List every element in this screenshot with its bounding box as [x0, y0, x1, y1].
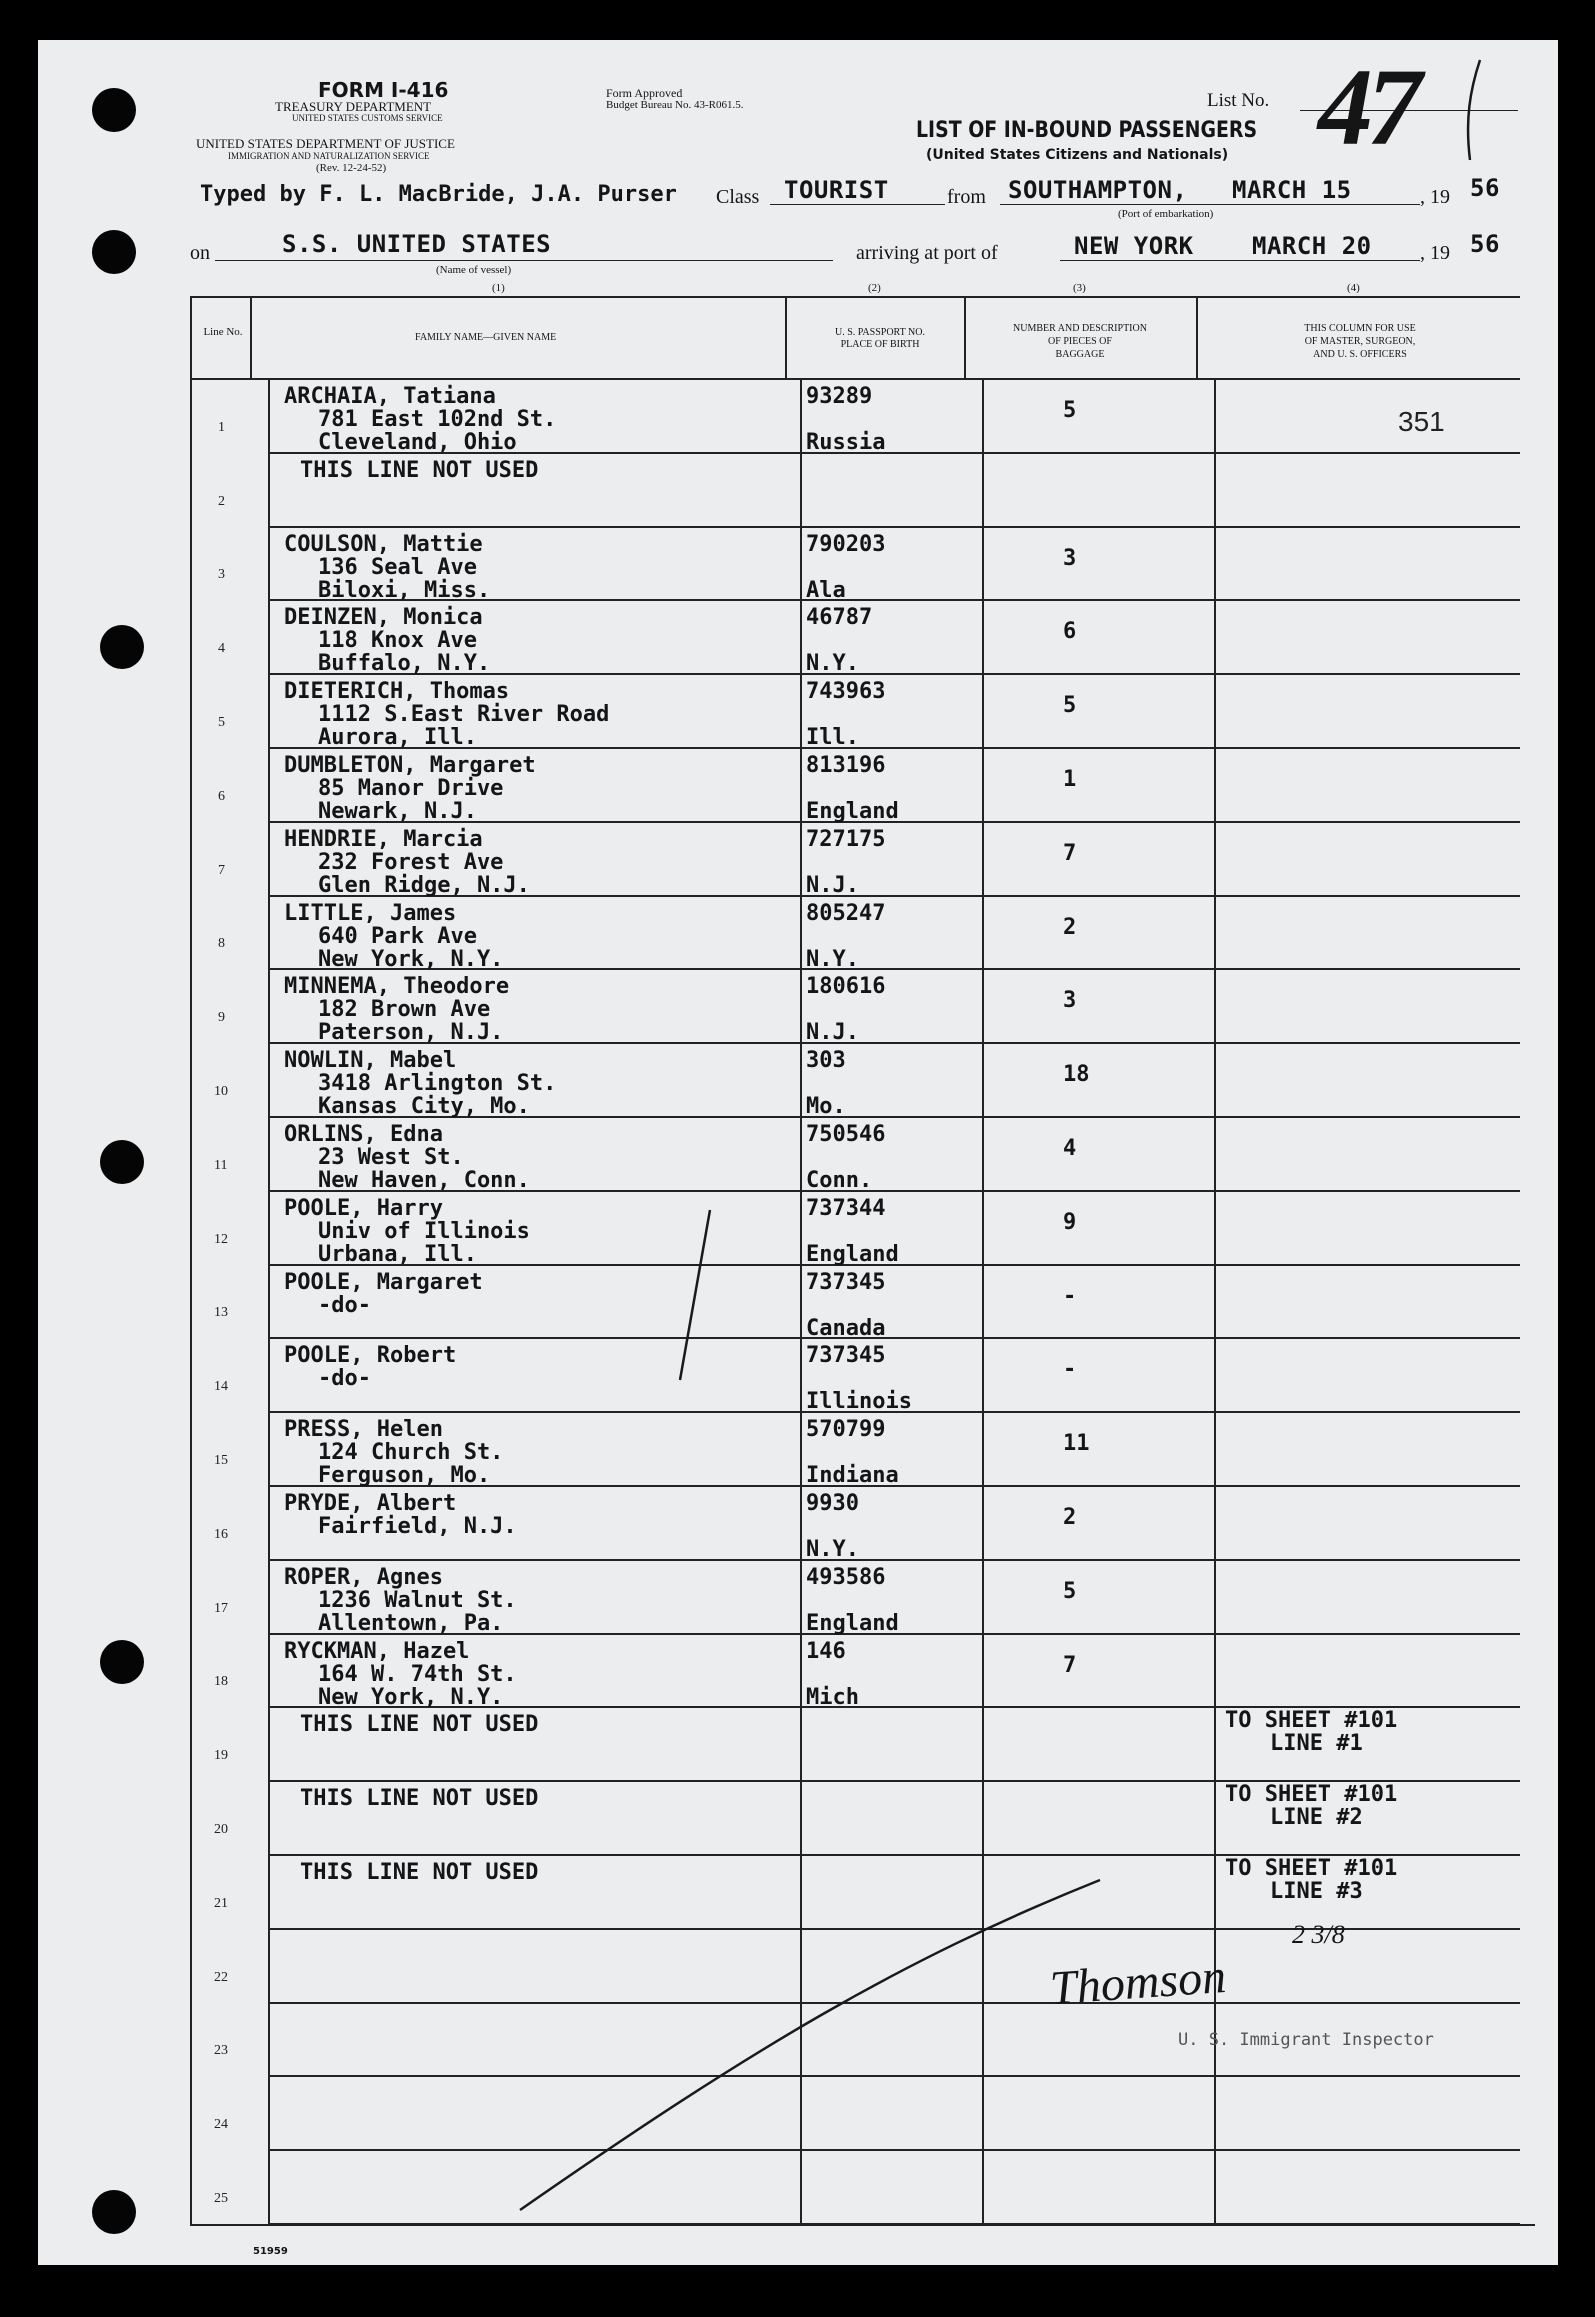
col-num-4: (4) [1347, 282, 1360, 294]
passenger-name: LITTLE, James [284, 901, 457, 926]
row-line-number: 17 [214, 1601, 228, 1616]
row-line-number: 18 [214, 1674, 228, 1689]
row-line-number: 24 [214, 2117, 228, 2132]
baggage-count: 18 [1063, 1062, 1090, 1087]
passenger-name: ORLINS, Edna [284, 1122, 443, 1147]
place-of-birth: England [806, 1242, 899, 1267]
document-subtitle: (United States Citizens and Nationals) [926, 147, 1229, 163]
passenger-name: POOLE, Harry [284, 1196, 443, 1221]
baggage-count: 7 [1063, 841, 1077, 866]
passenger-name: NOWLIN, Mabel [284, 1048, 457, 1073]
passport-number: 737344 [806, 1196, 886, 1221]
passenger-name: POOLE, Robert [284, 1343, 457, 1368]
passenger-address-line2: Glen Ridge, N.J. [318, 873, 530, 898]
revision: (Rev. 12-24-52) [316, 162, 387, 174]
baggage-count: 5 [1063, 1579, 1077, 1604]
place-of-birth: England [806, 1611, 899, 1636]
passenger-address-line2: Paterson, N.J. [318, 1020, 504, 1045]
officer-note: 351 [1398, 406, 1445, 437]
passport-number: 727175 [806, 827, 886, 852]
baggage-count: 2 [1063, 915, 1077, 940]
row-line-number: 7 [218, 863, 225, 878]
place-of-birth: England [806, 799, 899, 824]
baggage-header-2: OF PIECES OF [1048, 336, 1112, 347]
place-of-birth: Russia [806, 430, 886, 455]
baggage-count: 4 [1063, 1136, 1077, 1161]
row-line-number: 25 [214, 2191, 228, 2206]
inspector-title: U. S. Immigrant Inspector [1178, 2030, 1434, 2050]
passenger-address-line1: 85 Manor Drive [318, 776, 504, 801]
row-line-number: 8 [218, 936, 225, 951]
place-of-birth: N.J. [806, 873, 859, 898]
passport-number: 743963 [806, 679, 886, 704]
form-code: 51959 [253, 2246, 288, 2257]
passenger-address-line1: 232 Forest Ave [318, 850, 504, 875]
passenger-name: RYCKMAN, Hazel [284, 1639, 470, 1664]
passenger-name: THIS LINE NOT USED [300, 1712, 539, 1737]
form-approved: Form Approved [606, 86, 683, 100]
baggage-header-1: NUMBER AND DESCRIPTION [1013, 323, 1147, 334]
passenger-address-line1: Univ of Illinois [318, 1219, 530, 1244]
passport-number: 46787 [806, 605, 873, 630]
baggage-header-3: BAGGAGE [1055, 349, 1105, 360]
passenger-address-line1: 182 Brown Ave [318, 997, 491, 1022]
place-of-birth: Mo. [806, 1094, 846, 1119]
passport-number: 146 [806, 1639, 846, 1664]
baggage-count: 2 [1063, 1505, 1077, 1530]
row-line-number: 21 [214, 1896, 228, 1911]
passenger-address-line1: Fairfield, N.J. [318, 1514, 517, 1539]
passport-number: 805247 [806, 901, 886, 926]
passenger-name: DEINZEN, Monica [284, 605, 483, 630]
passenger-name: MINNEMA, Theodore [284, 974, 510, 999]
baggage-count: 7 [1063, 1653, 1077, 1678]
passenger-name: PRESS, Helen [284, 1417, 443, 1442]
officer-note-line2: LINE #3 [1270, 1879, 1363, 1904]
on-label: on [190, 242, 210, 264]
passenger-address-line2: Newark, N.J. [318, 799, 477, 824]
passenger-address-line2: Cleveland, Ohio [318, 430, 517, 455]
passenger-address-line1: 23 West St. [318, 1145, 464, 1170]
passenger-address-line1: 3418 Arlington St. [318, 1071, 557, 1096]
passenger-address-line1: 1236 Walnut St. [318, 1588, 517, 1613]
passport-number: 790203 [806, 532, 886, 557]
year-1: 56 [1470, 174, 1500, 202]
passenger-address-line2: Urbana, Ill. [318, 1242, 477, 1267]
row-line-number: 16 [214, 1527, 228, 1542]
passenger-address-line2: New York, N.Y. [318, 947, 504, 972]
baggage-count: 9 [1063, 1210, 1077, 1235]
passenger-address-line1: 118 Knox Ave [318, 628, 477, 653]
passenger-address-line1: 1112 S.East River Road [318, 702, 610, 727]
officer-header-3: AND U. S. OFFICERS [1313, 349, 1407, 360]
document-title: LIST OF IN-BOUND PASSENGERS [916, 118, 1258, 143]
passport-number: 737345 [806, 1270, 886, 1295]
from-value: SOUTHAMPTON, [1008, 176, 1188, 204]
passport-number: 303 [806, 1048, 846, 1073]
passport-number: 9930 [806, 1491, 859, 1516]
customs-service: UNITED STATES CUSTOMS SERVICE [292, 113, 443, 123]
passenger-name: POOLE, Margaret [284, 1270, 483, 1295]
passenger-address-line2: Biloxi, Miss. [318, 578, 491, 603]
passport-number: 493586 [806, 1565, 886, 1590]
passenger-address-line1: -do- [318, 1366, 371, 1391]
passenger-address-line2: Aurora, Ill. [318, 725, 477, 750]
row-line-number: 22 [214, 1970, 228, 1985]
port-embark-caption: (Port of embarkation) [1118, 208, 1214, 220]
passenger-name: ARCHAIA, Tatiana [284, 384, 496, 409]
col-num-1: (1) [492, 282, 505, 294]
row-line-number: 9 [218, 1010, 225, 1025]
passenger-address-line1: -do- [318, 1293, 371, 1318]
officer-header-1: THIS COLUMN FOR USE [1304, 323, 1416, 334]
budget-number: Budget Bureau No. 43-R061.5. [606, 99, 744, 111]
baggage-count: 6 [1063, 619, 1077, 644]
place-of-birth: N.Y. [806, 947, 859, 972]
baggage-count: - [1063, 1284, 1077, 1309]
col-num-3: (3) [1073, 282, 1086, 294]
passenger-address-line1: 136 Seal Ave [318, 555, 477, 580]
vessel-name: S.S. UNITED STATES [282, 230, 552, 258]
arriving-label: arriving at port of [856, 242, 998, 264]
form-number: FORM I-416 [318, 78, 449, 102]
place-of-birth: Ala [806, 578, 846, 603]
officer-note-line2: LINE #1 [1270, 1731, 1363, 1756]
passenger-name: THIS LINE NOT USED [300, 1860, 539, 1885]
place-of-birth: Indiana [806, 1463, 899, 1488]
passenger-name: DIETERICH, Thomas [284, 679, 510, 704]
passport-number: 570799 [806, 1417, 886, 1442]
passenger-address-line2: Ferguson, Mo. [318, 1463, 491, 1488]
passenger-address-line2: New York, N.Y. [318, 1685, 504, 1710]
baggage-count: 3 [1063, 988, 1077, 1013]
passenger-address-line2: Buffalo, N.Y. [318, 651, 491, 676]
passport-number: 750546 [806, 1122, 886, 1147]
row-line-number: 13 [214, 1305, 228, 1320]
row-line-number: 12 [214, 1232, 228, 1247]
baggage-count: - [1063, 1357, 1077, 1382]
col-num-2: (2) [868, 282, 881, 294]
handwritten-note: 2 3/8 [1292, 1920, 1345, 1949]
passenger-name: PRYDE, Albert [284, 1491, 457, 1516]
officer-header-2: OF MASTER, SURGEON, [1304, 336, 1416, 347]
passenger-name: THIS LINE NOT USED [300, 1786, 539, 1811]
passenger-address-line2: Kansas City, Mo. [318, 1094, 530, 1119]
baggage-count: 1 [1063, 767, 1077, 792]
line-no-header: Line No. [203, 326, 243, 338]
arrival-date: MARCH 20 [1252, 232, 1372, 260]
treasury-dept: TREASURY DEPARTMENT [275, 99, 432, 114]
row-line-number: 4 [218, 641, 225, 656]
baggage-count: 11 [1063, 1431, 1090, 1456]
passenger-address-line1: 781 East 102nd St. [318, 407, 557, 432]
row-line-number: 14 [214, 1379, 228, 1394]
passenger-address-line1: 124 Church St. [318, 1440, 504, 1465]
arrival-port: NEW YORK [1074, 232, 1194, 260]
vessel-caption: (Name of vessel) [436, 264, 512, 276]
passenger-name: HENDRIE, Marcia [284, 827, 483, 852]
year-2: 56 [1470, 230, 1500, 258]
baggage-count: 5 [1063, 693, 1077, 718]
officer-note-line2: LINE #2 [1270, 1805, 1363, 1830]
from-date: MARCH 15 [1232, 176, 1352, 204]
passport-number: 93289 [806, 384, 873, 409]
passenger-name: THIS LINE NOT USED [300, 458, 539, 483]
row-line-number: 23 [214, 2043, 228, 2058]
officer-note: TO SHEET #101 [1225, 1856, 1398, 1881]
place-of-birth: N.Y. [806, 1537, 859, 1562]
passenger-name: DUMBLETON, Margaret [284, 753, 536, 778]
passenger-address-line2: Allentown, Pa. [318, 1611, 504, 1636]
place-of-birth: Illinois [806, 1389, 912, 1414]
place-of-birth: N.J. [806, 1020, 859, 1045]
class-label: Class [716, 186, 760, 208]
passport-number: 737345 [806, 1343, 886, 1368]
list-number: 47 [1318, 46, 1416, 168]
place-of-birth: Conn. [806, 1168, 873, 1193]
row-line-number: 5 [218, 715, 225, 730]
row-line-number: 2 [218, 494, 225, 509]
baggage-count: 5 [1063, 398, 1077, 423]
officer-note: TO SHEET #101 [1225, 1708, 1398, 1733]
passport-header-2: PLACE OF BIRTH [840, 339, 920, 350]
passenger-address-line2: New Haven, Conn. [318, 1168, 530, 1193]
passenger-name: ROPER, Agnes [284, 1565, 443, 1590]
place-of-birth: Canada [806, 1316, 886, 1341]
row-line-number: 3 [218, 567, 225, 582]
inspector-signature: Thomson [1048, 1949, 1228, 2016]
place-of-birth: Ill. [806, 725, 859, 750]
row-line-number: 20 [214, 1822, 228, 1837]
row-line-number: 6 [218, 789, 225, 804]
list-label: List No. [1207, 90, 1270, 111]
year-prefix-1: , 19 [1420, 186, 1450, 208]
passenger-address-line1: 640 Park Ave [318, 924, 477, 949]
place-of-birth: Mich [806, 1685, 859, 1710]
year-prefix-2: , 19 [1420, 242, 1450, 264]
row-line-number: 15 [214, 1453, 228, 1468]
row-line-number: 19 [214, 1748, 228, 1763]
typed-by: Typed by F. L. MacBride, J.A. Purser [200, 182, 677, 207]
baggage-count: 3 [1063, 546, 1077, 571]
name-header: FAMILY NAME—GIVEN NAME [415, 332, 557, 343]
officer-note: TO SHEET #101 [1225, 1782, 1398, 1807]
passport-number: 813196 [806, 753, 886, 778]
ins-service: IMMIGRATION AND NATURALIZATION SERVICE [228, 151, 430, 161]
row-line-number: 1 [218, 420, 225, 435]
justice-dept: UNITED STATES DEPARTMENT OF JUSTICE [196, 136, 455, 151]
passport-number: 180616 [806, 974, 886, 999]
from-label: from [947, 186, 986, 208]
class-value: TOURIST [784, 176, 889, 204]
passenger-name: COULSON, Mattie [284, 532, 483, 557]
row-line-number: 10 [214, 1084, 228, 1099]
place-of-birth: N.Y. [806, 651, 859, 676]
row-line-number: 11 [214, 1158, 228, 1173]
passport-header-1: U. S. PASSPORT NO. [835, 327, 925, 338]
passenger-address-line1: 164 W. 74th St. [318, 1662, 517, 1687]
